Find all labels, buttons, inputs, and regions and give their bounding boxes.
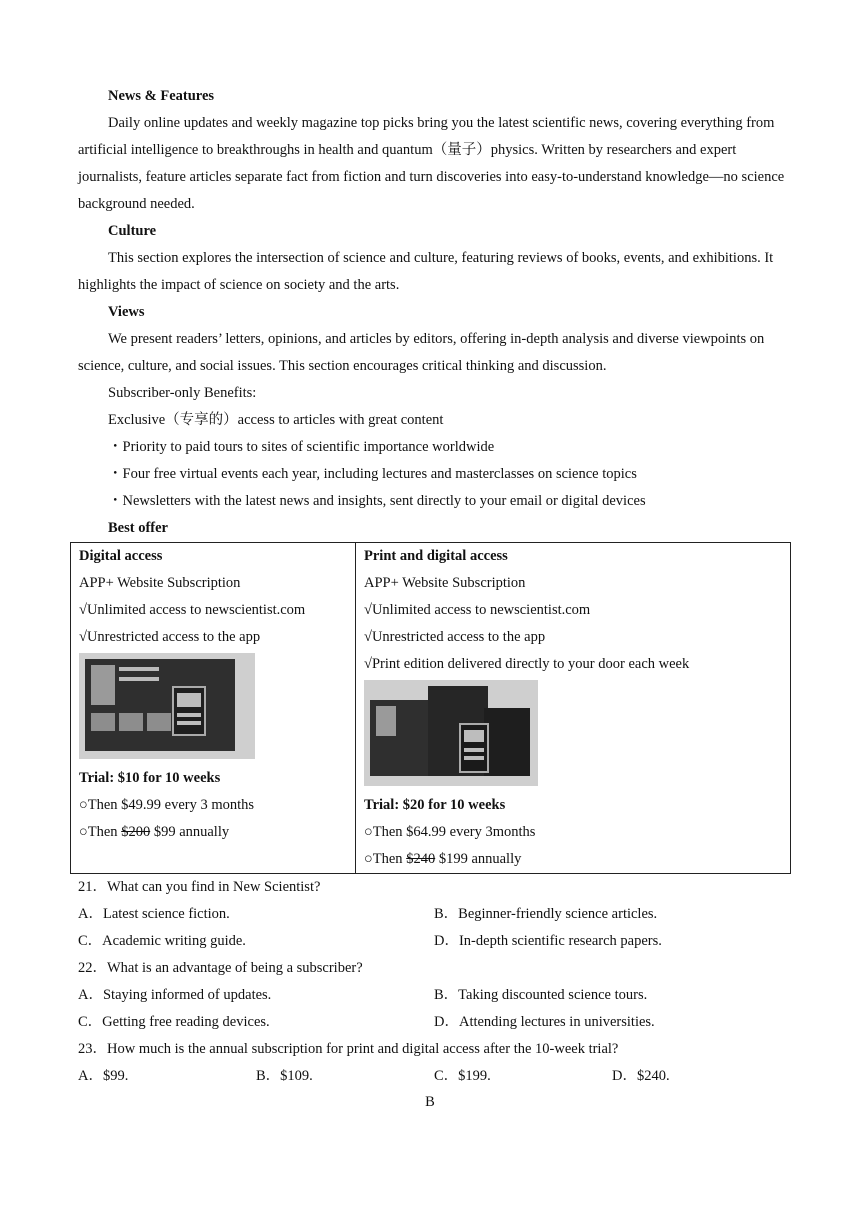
passage-letter: B [425, 1094, 435, 1110]
views-paragraph: We present readers’ letters, opinions, and articles by editors, offering in-depth analysis and diverse viewpoints on science, culture, and social issues. This section encourages critical thinking and discussion. [78, 331, 765, 374]
question-23-options-row [78, 1063, 790, 1090]
culture-heading: Culture [108, 223, 157, 239]
digital-feature: √Unrestricted access to the app [79, 629, 261, 645]
digital-devices-image [79, 653, 255, 759]
culture-paragraph: This section explores the intersection of science and culture, featuring reviews of books, events, and exhibitions. It highlights the impact of science on society and the arts. [78, 250, 774, 293]
print-annual-price: ○Then $240 $199 annually [364, 851, 522, 867]
old-price: $240 [406, 851, 436, 867]
benefit-item: ・Newsletters with the latest news and insights, sent directly to your email or digital devices [108, 493, 646, 509]
print-feature: √Print edition delivered directly to your door each week [364, 656, 690, 672]
benefits-heading: Subscriber-only Benefits: [108, 385, 257, 401]
print-renewal-price: ○Then $64.99 every 3months [364, 824, 536, 840]
print-feature: √Unlimited access to newscientist.com [364, 602, 591, 618]
question-21: 21．What can you find in New Scientist? [78, 879, 321, 895]
option-a: A．Staying informed of updates. [78, 987, 272, 1003]
benefit-item: ・Four free virtual events each year, including lectures and masterclasses on science topics [108, 466, 637, 482]
best-offer-heading: Best offer [108, 520, 168, 536]
option-a: A．Latest science fiction. [78, 906, 230, 922]
print-trial-price: Trial: $20 for 10 weeks [364, 797, 506, 813]
option-d: D．Attending lectures in universities. [434, 1014, 655, 1030]
option-a: A．$99. [78, 1068, 129, 1084]
option-b: B．$109. [256, 1068, 313, 1084]
question-23: 23．How much is the annual subscription for print and digital access after the 10-week trial? [78, 1041, 619, 1057]
question-22: 22．What is an advantage of being a subscriber? [78, 960, 363, 976]
old-price: $200 [121, 824, 151, 840]
digital-access-cell [71, 543, 356, 874]
option-d: D．$240. [612, 1068, 670, 1084]
option-b: B．Taking discounted science tours. [434, 987, 648, 1003]
digital-access-heading: Digital access [79, 548, 163, 564]
question-21-options-row [78, 901, 790, 928]
views-heading: Views [108, 304, 145, 320]
print-subtitle: APP+ Website Subscription [364, 575, 526, 591]
print-digital-access-cell [356, 543, 791, 874]
digital-subtitle: APP+ Website Subscription [79, 575, 241, 591]
option-c: C．$199. [434, 1068, 491, 1084]
option-c: C．Academic writing guide. [78, 933, 246, 949]
question-22-options-row [78, 1009, 790, 1036]
document-page [78, 83, 790, 1090]
benefit-item: Exclusive（专享的）access to articles with great content [108, 412, 444, 428]
print-devices-image [364, 680, 538, 786]
option-c: C．Getting free reading devices. [78, 1014, 270, 1030]
benefit-item: ・Priority to paid tours to sites of scientific importance worldwide [108, 439, 495, 455]
question-22-options-row [78, 982, 790, 1009]
offer-table [70, 542, 791, 874]
digital-feature: √Unlimited access to newscientist.com [79, 602, 306, 618]
option-d: D．In-depth scientific research papers. [434, 933, 662, 949]
digital-renewal-price: ○Then $49.99 every 3 months [79, 797, 255, 813]
question-21-options-row [78, 928, 790, 955]
news-heading: News & Features [108, 88, 215, 104]
option-b: B．Beginner-friendly science articles. [434, 906, 658, 922]
news-paragraph: Daily online updates and weekly magazine top picks bring you the latest scientific news, covering everything from artificial intelligence to breakthroughs in health and quantum（量子）physics. Written by researchers and expert journalists, feature articles separate fact from fiction and turn discoveries into easy-to-understand knowledge—no science background needed. [78, 115, 785, 212]
digital-trial-price: Trial: $10 for 10 weeks [79, 770, 221, 786]
digital-annual-price: ○Then $200 $99 annually [79, 824, 230, 840]
print-feature: √Unrestricted access to the app [364, 629, 546, 645]
print-access-heading: Print and digital access [364, 548, 508, 564]
